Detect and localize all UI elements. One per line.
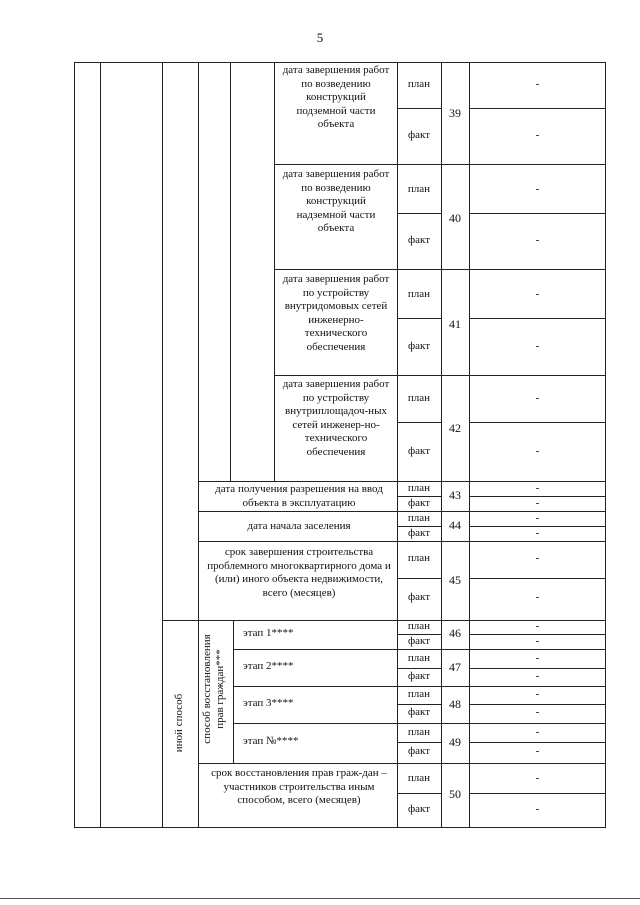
row-41-number: 41 (449, 317, 461, 331)
row-line (198, 763, 606, 764)
row-line (397, 213, 441, 214)
row-48-fact-value: - (535, 706, 540, 718)
row-42-plan: план (407, 392, 431, 404)
row-40-fact-value: - (535, 234, 540, 246)
restore-way-line2: прав граждан*** (214, 649, 226, 729)
row-line (274, 269, 606, 270)
row-47-fact-value: - (535, 670, 540, 682)
row-line (397, 704, 441, 705)
row-49-number: 49 (449, 735, 461, 749)
row-47-label: этап 2**** (243, 660, 294, 672)
row-line (397, 668, 441, 669)
row-40-label: дата завершения работ по возведению конструкций надземной части объекта (282, 168, 390, 234)
row-46-fact: факт (407, 635, 431, 647)
row-50-number: 50 (449, 787, 461, 801)
row-50-fact-value: - (535, 803, 540, 815)
row-49-plan-value: - (535, 726, 540, 738)
col-line (274, 62, 275, 481)
row-48-fact: факт (407, 706, 431, 718)
row-40-plan-value: - (535, 183, 540, 195)
row-line (469, 213, 606, 214)
row-49-fact: факт (407, 745, 431, 757)
row-39-fact: факт (407, 129, 431, 141)
row-47-number: 47 (449, 660, 461, 674)
row-line (469, 422, 606, 423)
row-39-plan-value: - (535, 78, 540, 90)
row-39-plan: план (407, 78, 431, 90)
row-49-plan: план (407, 726, 431, 738)
row-48-plan: план (407, 688, 431, 700)
row-line (469, 668, 606, 669)
row-47-plan-value: - (535, 652, 540, 664)
col-line (198, 62, 199, 828)
row-line (397, 318, 441, 319)
row-45-plan: план (407, 552, 431, 564)
row-48-number: 48 (449, 697, 461, 711)
row-41-plan: план (407, 288, 431, 300)
row-line (198, 541, 606, 542)
row-45-fact: факт (407, 591, 431, 603)
row-44-plan: план (407, 512, 431, 524)
row-line (469, 742, 606, 743)
row-44-label: дата начала заселения (247, 520, 351, 532)
row-45-fact-value: - (535, 591, 540, 603)
row-47-plan: план (407, 652, 431, 664)
row-line (469, 318, 606, 319)
row-42-number: 42 (449, 421, 461, 435)
row-39-label: дата завершения работ по возведению конструкций подземной части объекта (282, 64, 390, 130)
row-39-number: 39 (449, 106, 461, 120)
row-43-fact: факт (407, 497, 431, 509)
row-43-plan: план (407, 482, 431, 494)
row-line (397, 742, 441, 743)
row-50-plan-value: - (535, 772, 540, 784)
row-48-plan-value: - (535, 688, 540, 700)
row-line (274, 375, 606, 376)
row-46-number: 46 (449, 626, 461, 640)
col-line (441, 62, 442, 828)
row-41-fact: факт (407, 340, 431, 352)
row-42-plan-value: - (535, 392, 540, 404)
row-41-label: дата завершения работ по устройству внутридомовых сетей инженерно-технического обеспечения (282, 273, 390, 353)
row-line (233, 723, 606, 724)
row-45-label: срок завершения строительства проблемного многоквартирного дома и (или) иного объекта недвижимости, всего (месяцев) (207, 546, 391, 599)
row-45-number: 45 (449, 573, 461, 587)
row-line (274, 164, 606, 165)
row-41-fact-value: - (535, 340, 540, 352)
restore-way-label (201, 629, 229, 749)
row-43-number: 43 (449, 488, 461, 502)
row-44-fact-value: - (535, 527, 540, 539)
row-44-number: 44 (449, 518, 461, 532)
row-line (233, 649, 606, 650)
col-line (100, 62, 101, 828)
row-40-fact: факт (407, 234, 431, 246)
row-46-label: этап 1**** (243, 627, 294, 639)
row-46-plan: план (407, 620, 431, 632)
page-number: 5 (316, 30, 324, 45)
row-line (397, 422, 441, 423)
row-43-label: дата получения разрешения на ввод объекта в эксплуатацию (215, 483, 383, 509)
row-48-label: этап 3**** (243, 697, 294, 709)
row-44-fact: факт (407, 527, 431, 539)
other-method-label: иной способ (173, 693, 185, 753)
row-line (469, 578, 606, 579)
restore-way-line1: способ восстановления (201, 634, 213, 744)
row-39-fact-value: - (535, 129, 540, 141)
row-43-fact-value: - (535, 497, 540, 509)
row-line (469, 704, 606, 705)
row-42-fact-value: - (535, 445, 540, 457)
col-line (162, 62, 163, 828)
col-line (233, 620, 234, 763)
row-line (233, 686, 606, 687)
row-44-plan-value: - (535, 512, 540, 524)
row-line (397, 108, 441, 109)
row-46-fact-value: - (535, 635, 540, 647)
row-50-fact: факт (407, 803, 431, 815)
row-42-label: дата завершения работ по устройству внутриплощадоч-ных сетей инженер-но-технического обеспечения (282, 378, 390, 458)
row-line (397, 578, 441, 579)
row-50-plan: план (407, 772, 431, 784)
row-40-plan: план (407, 183, 431, 195)
row-line (469, 108, 606, 109)
row-49-fact-value: - (535, 745, 540, 757)
row-41-plan-value: - (535, 288, 540, 300)
row-line (397, 793, 441, 794)
col-line (230, 62, 231, 481)
row-50-label: срок восстановления прав граж-дан – участников строительства иным способом, всего (месяцев) (211, 767, 387, 806)
row-47-fact: факт (407, 670, 431, 682)
row-45-plan-value: - (535, 552, 540, 564)
row-49-label: этап №**** (243, 735, 299, 747)
row-43-plan-value: - (535, 482, 540, 494)
bottom-rule (0, 898, 640, 899)
row-42-fact: факт (407, 445, 431, 457)
row-46-plan-value: - (535, 620, 540, 632)
row-40-number: 40 (449, 211, 461, 225)
row-line (469, 793, 606, 794)
